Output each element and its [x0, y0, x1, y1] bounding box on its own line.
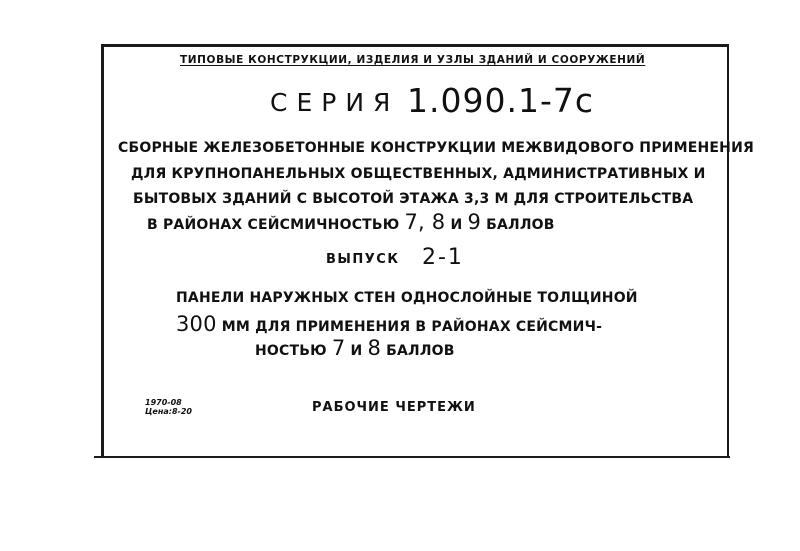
description-line-4-c: И — [445, 217, 468, 233]
seismicity-values: 7, 8 — [404, 210, 446, 234]
catalog-code: 1970-08 — [145, 398, 182, 407]
series-code: 1.090.1-7с — [407, 81, 595, 120]
issue-description-line-3-a: НОСТЬЮ — [255, 343, 332, 359]
issue-label: ВЫПУСК — [326, 252, 400, 267]
description-line-3-c: М ДЛЯ СТРОИТЕЛЬСТВА — [489, 191, 694, 207]
description-line-2: ДЛЯ КРУПНОПАНЕЛЬНЫХ ОБЩЕСТВЕННЫХ, АДМИНИСТРАТИВНЫХ И — [131, 166, 706, 182]
issue-number: 2-1 — [422, 245, 464, 270]
frame-bottom-line — [94, 456, 730, 458]
issue-description-line-2-b: ММ ДЛЯ ПРИМЕНЕНИЯ В РАЙОНАХ СЕЙСМИЧ- — [216, 319, 603, 335]
description-line-3-a: БЫТОВЫХ ЗДАНИЙ С ВЫСОТОЙ ЭТАЖА — [133, 191, 464, 207]
description-line-4-e: БАЛЛОВ — [481, 217, 555, 233]
frame-top-line — [103, 44, 729, 47]
series-word: СЕРИЯ — [270, 88, 400, 117]
seismicity-max: 9 — [467, 210, 482, 234]
seismicity-7: 7 — [331, 336, 346, 360]
catalog-stamp — [145, 398, 192, 416]
issue-description-line-3-e: БАЛЛОВ — [381, 343, 455, 359]
issue-description-line-1: ПАНЕЛИ НАРУЖНЫХ СТЕН ОДНОСЛОЙНЫЕ ТОЛЩИНОЙ — [176, 290, 638, 306]
panel-thickness: 300 — [176, 312, 217, 336]
drawings-label: РАБОЧИЕ ЧЕРТЕЖИ — [312, 400, 476, 415]
frame-right-line — [727, 44, 729, 458]
issue-description-line-3-c: И — [345, 343, 368, 359]
seismicity-8: 8 — [367, 336, 382, 360]
floor-height: 3,3 — [464, 191, 490, 207]
description-line-3 — [133, 192, 693, 206]
description-line-4-a: В РАЙОНАХ СЕЙСМИЧНОСТЬЮ — [147, 217, 405, 233]
header-line: ТИПОВЫЕ КОНСТРУКЦИИ, ИЗДЕЛИЯ И УЗЛЫ ЗДАНИЙ И СООРУЖЕНИЙ — [180, 54, 646, 66]
price: Цена:8-20 — [145, 407, 192, 416]
description-line-1: СБОРНЫЕ ЖЕЛЕЗОБЕТОННЫЕ КОНСТРУКЦИИ МЕЖВИДОВОГО ПРИМЕНЕНИЯ — [118, 140, 754, 156]
issue-description-line-2 — [176, 314, 602, 335]
description-line-4 — [147, 212, 555, 233]
issue-description-line-3 — [255, 338, 455, 359]
frame-left-line — [101, 44, 104, 458]
